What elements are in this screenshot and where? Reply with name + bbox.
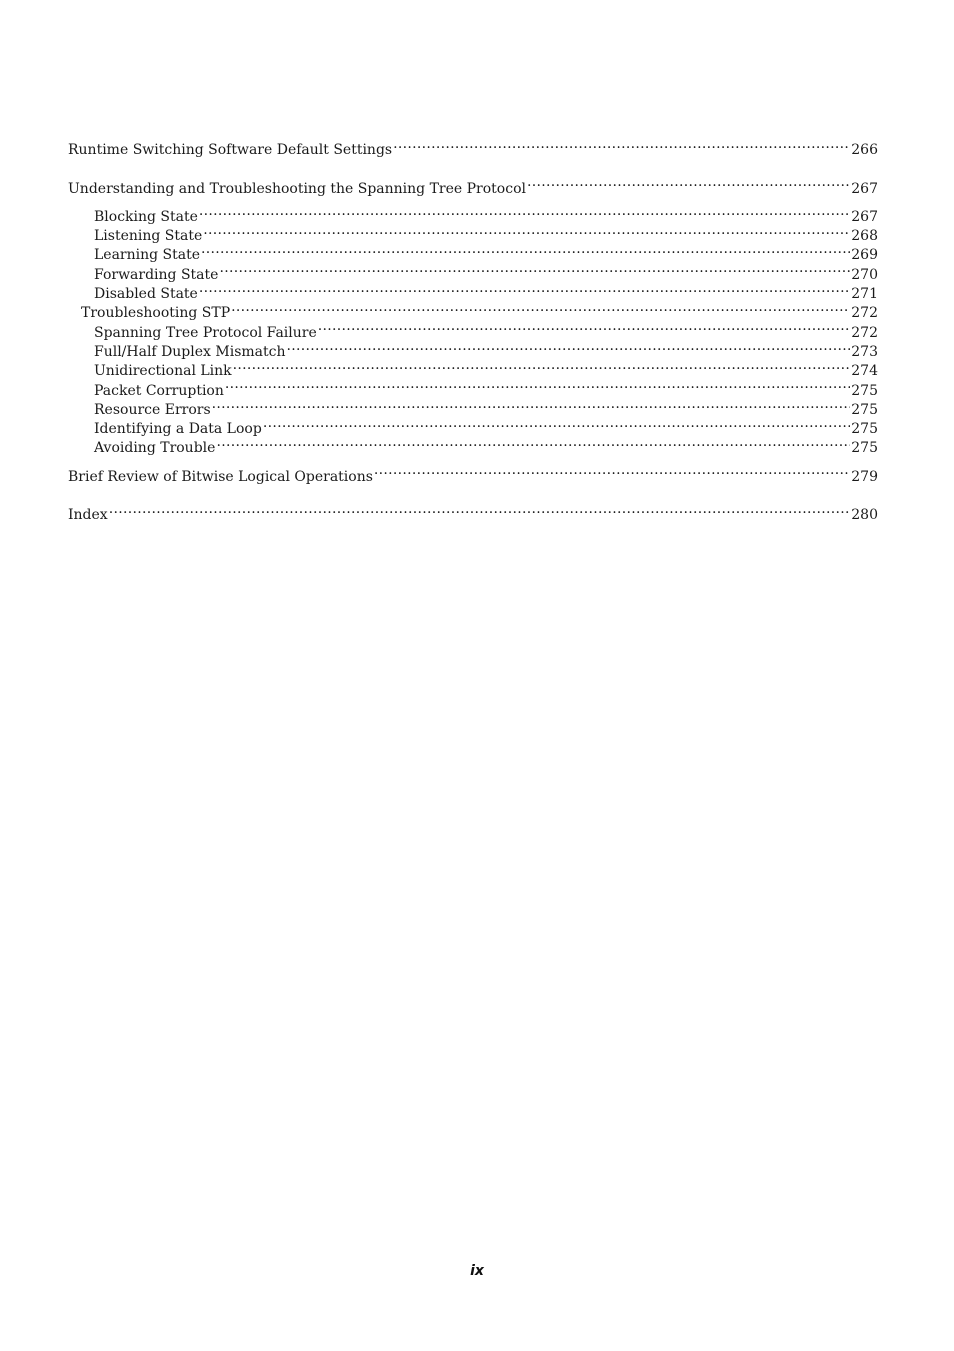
toc-entry-page: 275 (851, 382, 878, 399)
toc-dot-leader (216, 433, 850, 452)
toc-dot-leader (219, 259, 850, 278)
toc-entry-title: Spanning Tree Protocol Failure (94, 324, 317, 341)
toc-dot-leader (393, 135, 850, 154)
toc-entry-title: Packet Corruption (94, 382, 224, 399)
toc-entry-bitwise-operations[interactable] (68, 461, 878, 485)
toc-dot-leader (263, 414, 850, 433)
toc-entry-title: Full/Half Duplex Mismatch (94, 343, 286, 360)
toc-entry-title: Identifying a Data Loop (94, 421, 262, 438)
toc-entry-page: 269 (851, 247, 878, 264)
toc-dot-leader (203, 221, 850, 240)
toc-entry-page: 271 (851, 286, 878, 303)
toc-entry-page: 273 (851, 343, 878, 360)
toc-dot-leader (109, 500, 851, 519)
toc-entry-runtime-default-settings[interactable] (68, 135, 878, 159)
toc-entry-page: 279 (851, 468, 878, 485)
toc-entry-title: Resource Errors (94, 401, 211, 418)
toc-entry-title: Understanding and Troubleshooting the Spanning Tree Protocol (68, 180, 526, 197)
table-of-contents (68, 135, 878, 524)
toc-dot-leader (199, 202, 850, 221)
toc-entry-page: 266 (851, 142, 878, 159)
toc-dot-leader (527, 173, 850, 192)
toc-entry-title: Index (68, 507, 108, 524)
toc-entry-blocking-state[interactable] (68, 202, 878, 225)
toc-dot-leader (233, 356, 851, 375)
page-number: ix (470, 1263, 484, 1279)
toc-entry-page: 268 (851, 228, 878, 245)
toc-entry-title: Troubleshooting STP (81, 305, 231, 322)
toc-dot-leader (231, 298, 850, 317)
toc-entry-title: Blocking State (94, 208, 198, 225)
toc-entry-page: 275 (851, 421, 878, 438)
toc-dot-leader (374, 461, 850, 480)
toc-dot-leader (199, 279, 850, 298)
toc-entry-title: Brief Review of Bitwise Logical Operations (68, 468, 373, 485)
toc-entry-page: 270 (851, 266, 878, 283)
toc-dot-leader (212, 395, 851, 414)
toc-entry-title: Listening State (94, 228, 203, 245)
toc-entry-page: 272 (851, 324, 878, 341)
toc-dot-leader (286, 337, 850, 356)
toc-entry-index[interactable] (68, 500, 878, 524)
toc-entry-page: 280 (851, 507, 878, 524)
toc-entry-page: 275 (851, 440, 878, 457)
toc-dot-leader (225, 375, 850, 394)
toc-entry-title: Avoiding Trouble (94, 440, 216, 457)
toc-dot-leader (201, 240, 850, 259)
toc-entry-understanding-stp[interactable] (68, 173, 878, 197)
toc-entry-page: 267 (851, 180, 878, 197)
toc-entry-title: Forwarding State (94, 266, 219, 283)
toc-entry-page: 274 (851, 363, 878, 380)
toc-entry-page: 267 (851, 208, 878, 225)
toc-entry-page: 275 (851, 401, 878, 418)
toc-entry-title: Unidirectional Link (94, 363, 232, 380)
toc-dot-leader (318, 317, 851, 336)
toc-entry-title: Runtime Switching Software Default Settings (68, 142, 393, 159)
toc-entry-title: Learning State (94, 247, 201, 264)
toc-entry-page: 272 (851, 305, 878, 322)
toc-entry-title: Disabled State (94, 286, 198, 303)
